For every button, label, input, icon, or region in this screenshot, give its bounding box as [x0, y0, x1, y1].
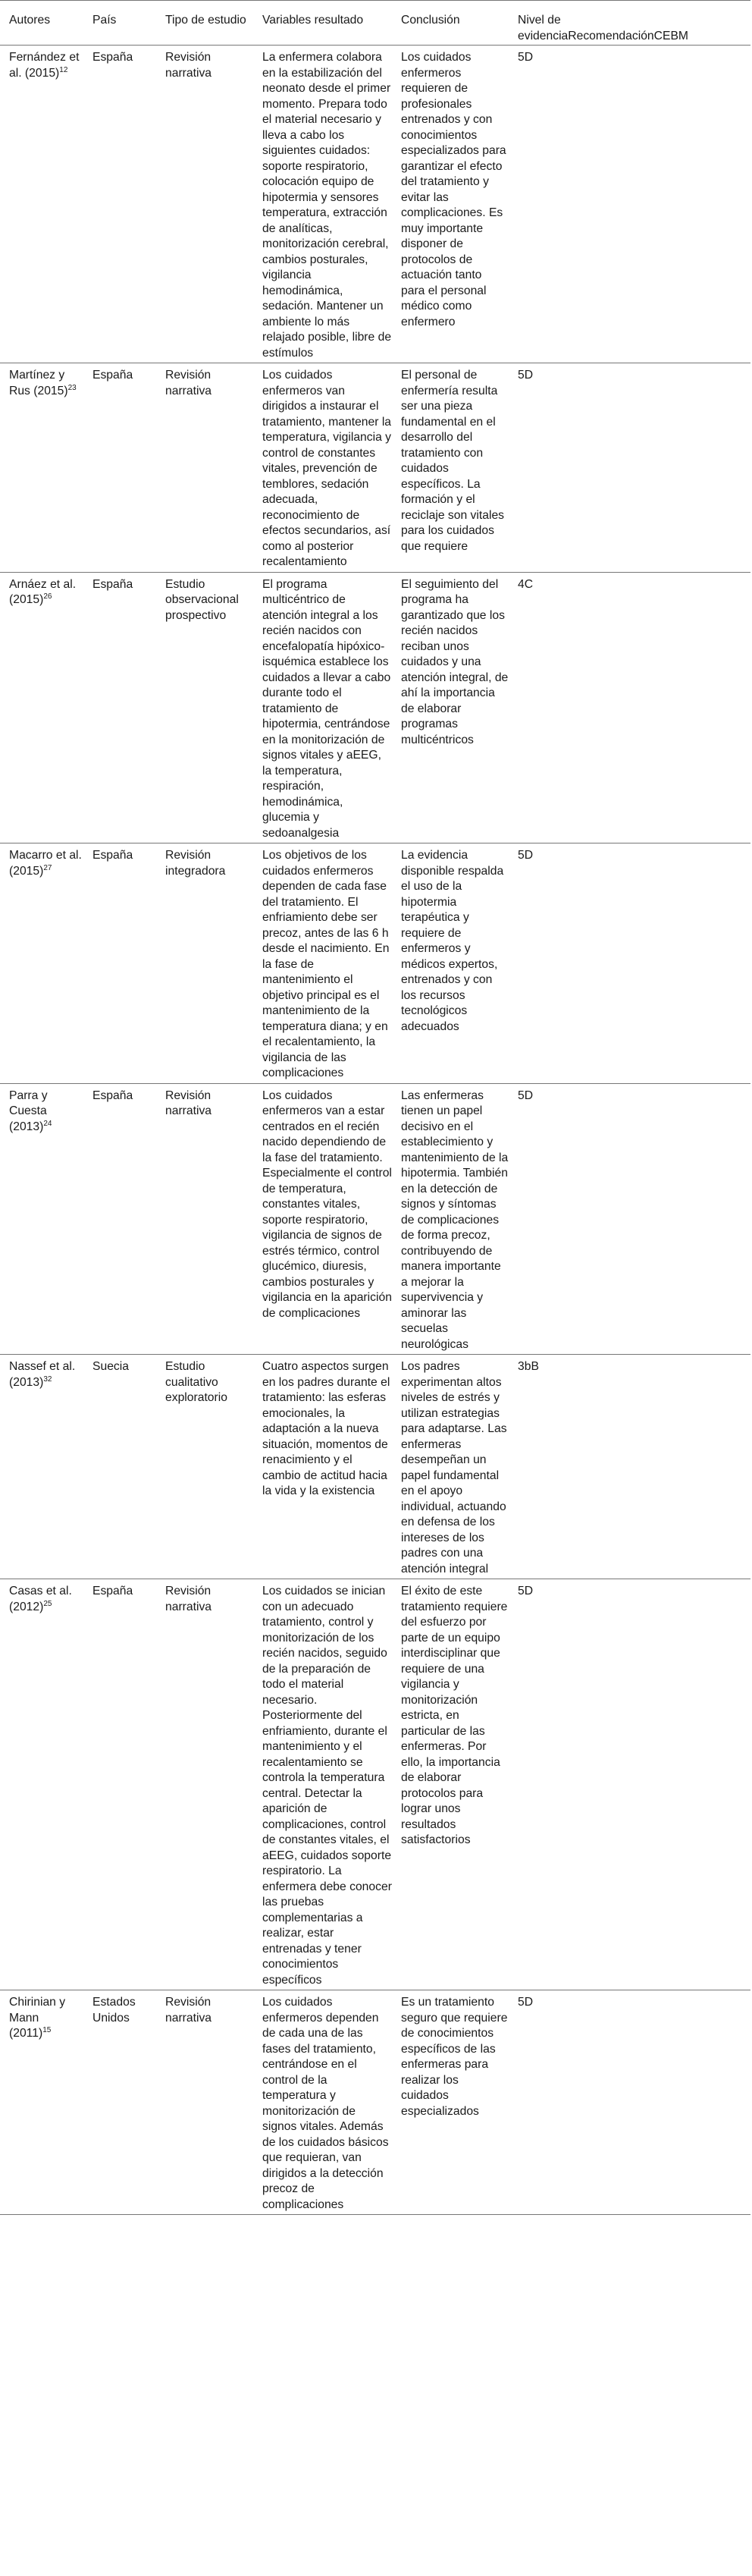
cell-study-type: Estudio observacional prospectivo [165, 577, 239, 622]
author-text: Casas et al. (2012) [9, 1585, 72, 1613]
header-nivel-line2: evidenciaRecomendaciónCEBM [518, 29, 688, 42]
cell-study-type: Revisión narrativa [165, 369, 212, 397]
author-text: Fernández et al. (2015) [9, 51, 80, 80]
cell-author [0, 843, 83, 1084]
cell-conclusion: Las enfermeras tienen un papel decisivo en el establecimiento y mantenimiento de la hipotermia. También en la detección de signos y síntomas de complicaciones de forma precoz, contribuyendo de manera importante a mejorar la supervivencia y aminorar las secuelas neurológicas [401, 1089, 509, 1351]
table-row [0, 1083, 750, 1355]
cell-country: España [92, 577, 133, 591]
table-row [0, 843, 750, 1084]
cell-author [0, 46, 83, 363]
cell-evidence-level: 5D [518, 51, 534, 64]
cell-country: España [92, 1089, 133, 1102]
author-text: Arnáez et al. (2015) [9, 577, 77, 606]
table-body [0, 46, 750, 2215]
cell-country: Suecia [92, 1360, 129, 1373]
header-pais: País [92, 14, 117, 27]
cell-study-type: Revisión narrativa [165, 1089, 212, 1117]
author-text: Macarro et al. (2015) [9, 849, 82, 878]
cell-country: Estados Unidos [92, 1996, 136, 2025]
reference-number: 25 [43, 1599, 52, 1608]
cell-variables: Los cuidados enfermeros van a estar centrados en el recién nacido dependiendo de la fase del tratamiento. Especialmente el control de temperatura, constantes vitales, soporte respiratorio, vigilancia de signos de estrés térmico, control glucémico, diuresis, cambios posturales y vigilancia en la aparición de complicaciones [262, 1089, 392, 1320]
cell-variables: Los cuidados enfermeros van dirigidos a instaurar el tratamiento, mantener la temperatura, vigilancia y control de constantes vitales, prevención de temblores, sedación adecuada, reconocimiento de efectos secundarios, así como al posterior recalentamiento [262, 369, 392, 568]
reference-number: 27 [43, 863, 52, 872]
cell-conclusion: El seguimiento del programa ha garantizado que los recién nacidos reciban unos cuidados y una atención integral, de ahí la importancia de elaborar programas multicéntricos [401, 577, 509, 746]
cell-variables: El programa multicéntrico de atención integral a los recién nacidos con encefalopatía hipóxico-isquémica establece los cuidados a llevar a cabo durante todo el tratamiento de hipotermia, centrándose en la monitorización de signos vitales y aEEG, la temperatura, respiración, hemodinámica, glucemia y sedoanalgesia [262, 577, 391, 840]
cell-study-type: Estudio cualitativo exploratorio [165, 1360, 227, 1404]
cell-conclusion: Los padres experimentan altos niveles de estrés y utilizan estrategias para adaptarse. Las enfermeras desempeñan un papel fundamental en el apoyo individual, actuando en defensa de los intereses de los padres con una atención integral [401, 1360, 507, 1575]
cell-variables: Los cuidados se inician con un adecuado tratamiento, control y monitorización de los recién nacidos, seguido de la preparación de todo el material necesario. Posteriormente del enfriamiento, durante el mantenimiento y el recalentamiento se controla la temperatura central. Detectar la aparición de complicaciones, control de constantes vitales, el aEEG, cuidados soporte respiratorio. La enfermera debe conocer las pruebas complementarias a realizar, estar entrenadas y tener conocimientos específicos [262, 1585, 392, 1987]
header-nivel-line1: Nivel de [518, 14, 561, 27]
cell-variables: Los cuidados enfermeros dependen de cada una de las fases del tratamiento, centrándose en el control de la temperatura y monitorización de signos vitales. Además de los cuidados básicos que requieran, van dirigidos a la detección precoz de complicaciones [262, 1996, 389, 2211]
cell-evidence-level: 5D [518, 369, 534, 382]
author-text: Martínez y Rus (2015) [9, 369, 68, 397]
cell-country: España [92, 51, 133, 64]
cell-author [0, 1990, 83, 2215]
header-variables-resultado: Variables resultado [262, 14, 364, 27]
cell-country: España [92, 1585, 133, 1597]
header-tipo-estudio: Tipo de estudio [165, 14, 246, 27]
cell-conclusion: Es un tratamiento seguro que requiere de conocimientos específicos de las enfermeras para realizar los cuidados especializados [401, 1996, 508, 2118]
cell-variables: Los objetivos de los cuidados enfermeros dependen de cada fase del tratamiento. El enfriamiento debe ser precoz, antes de las 6 h desde el nacimiento. En la fase de mantenimiento el objetivo principal es el mantenimiento de la temperatura diana; y en el recalentamiento, la vigilancia de las complicaciones [262, 849, 390, 1079]
cell-author [0, 363, 83, 573]
table-row [0, 46, 750, 363]
table-row [0, 1990, 750, 2215]
cell-evidence-level: 4C [518, 577, 534, 591]
table-row [0, 363, 750, 573]
cell-evidence-level: 3bB [518, 1360, 539, 1373]
cell-author [0, 1355, 83, 1579]
cell-conclusion: El éxito de este tratamiento requiere del esfuerzo por parte de un equipo interdisciplinar que requiere de una vigilancia y monitorización estricta, en particular de las enfermeras. Por ello, la importancia de elaborar protocolos para lograr unos resultados satisfactorios [401, 1585, 508, 1846]
table-row [0, 1579, 750, 1990]
cell-evidence-level: 5D [518, 849, 534, 862]
cell-variables: La enfermera colabora en la estabilización del neonato desde el primer momento. Prepara todo el material necesario y lleva a cabo los siguientes cuidados: soporte respiratorio, colocación equipo de hipotermia y sensores temperatura, extracción de analíticas, monitorización cerebral, cambios posturales, vigilancia hemodinámica, sedación. Mantener un ambiente lo más relajado posible, libre de estímulos [262, 51, 392, 360]
author-text: Parra y Cuesta (2013) [9, 1089, 48, 1133]
cell-evidence-level: 5D [518, 1996, 534, 2009]
table-row [0, 1355, 750, 1579]
header-conclusion: Conclusión [401, 14, 460, 27]
reference-number: 32 [43, 1374, 52, 1384]
cell-variables: Cuatro aspectos surgen en los padres durante el tratamiento: las esferas emocionales, la adaptación a la nueva situación, momentos de renacimiento y el cambio de actitud hacia la vida y la existencia [262, 1360, 390, 1497]
cell-conclusion: Los cuidados enfermeros requieren de profesionales entrenados y con conocimientos especializados para garantizar el efecto del tratamiento y evitar las complicaciones. Es muy importante disponer de protocolos de actuación tanto para el personal médico como enfermero [401, 51, 506, 328]
reference-number: 12 [59, 65, 68, 74]
cell-conclusion: El personal de enfermería resulta ser una pieza fundamental en el desarrollo del tratamiento con cuidados específicos. La formación y el reciclaje son vitales para los cuidados que requiere [401, 369, 505, 553]
cell-evidence-level: 5D [518, 1089, 534, 1102]
reference-number: 26 [43, 592, 52, 601]
cell-country: España [92, 369, 133, 382]
reference-number: 23 [67, 383, 77, 392]
reference-number: 24 [43, 1119, 52, 1128]
header-nivel-evidencia [509, 1, 750, 46]
cell-study-type: Revisión narrativa [165, 51, 212, 80]
cell-evidence-level: 5D [518, 1585, 534, 1597]
cell-study-type: Revisión integradora [165, 849, 226, 878]
cell-author [0, 572, 83, 843]
cell-author [0, 1579, 83, 1990]
table-header [0, 1, 750, 46]
table-row [0, 572, 750, 843]
cell-author [0, 1083, 83, 1355]
author-text: Nassef et al. (2013) [9, 1360, 76, 1389]
header-autores: Autores [9, 14, 51, 27]
author-text: Chirinian y Mann (2011) [9, 1996, 66, 2040]
cell-study-type: Revisión narrativa [165, 1585, 212, 1613]
cell-country: España [92, 849, 133, 862]
cell-study-type: Revisión narrativa [165, 1996, 212, 2025]
cell-conclusion: La evidencia disponible respalda el uso de la hipotermia terapéutica y requiere de enfermeros y médicos expertos, entrenados y con los recursos tecnológicos adecuados [401, 849, 504, 1033]
reference-number: 15 [42, 2025, 52, 2034]
header-row [0, 1, 750, 46]
